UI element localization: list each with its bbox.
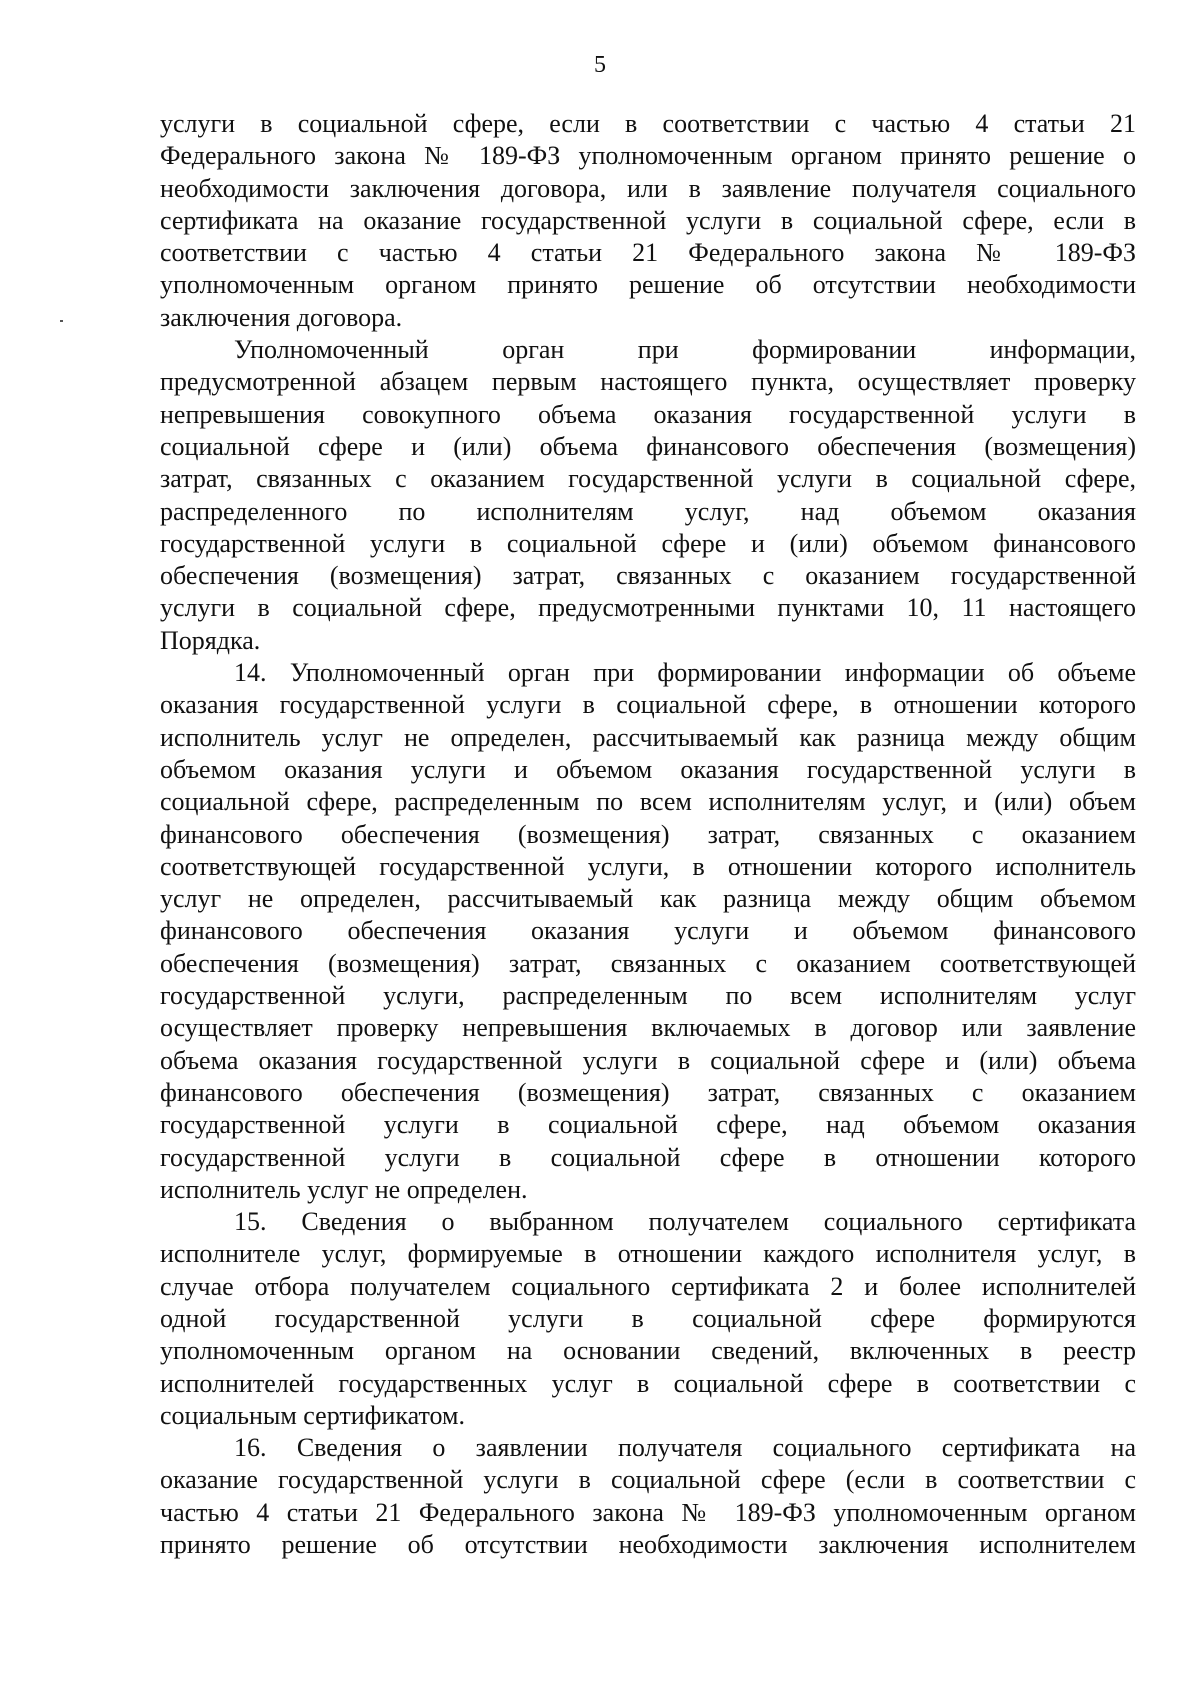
text-line: Федерального закона № 189-ФЗ уполномоченным органом принято решение о <box>160 141 1136 171</box>
text-line: обеспечения (возмещения) затрат, связанных с оказанием соответствующей <box>160 948 1136 978</box>
text-line: услуги в социальной сфере, если в соответствии с частью 4 статьи 21 <box>160 109 1136 138</box>
text-line: государственной услуги в социальной сфере и (или) объемом финансового <box>160 528 1136 558</box>
text-line: предусмотренной абзацем первым настоящего пункта, осуществляет проверку <box>160 367 1136 397</box>
text-line: Порядка. <box>160 625 261 655</box>
text-line: объема оказания государственной услуги в социальной сфере и (или) объема <box>160 1045 1136 1075</box>
text-line: услуг не определен, рассчитываемый как разница между общим объемом <box>160 884 1136 914</box>
text-line: случае отбора получателем социального сертификата 2 и более исполнителей <box>160 1271 1136 1301</box>
text-line: осуществляет проверку непревышения включаемых в договор или заявление <box>160 1013 1136 1043</box>
text-line: финансового обеспечения (возмещения) затрат, связанных с оказанием <box>160 1077 1136 1107</box>
text-line: социальным сертификатом. <box>160 1400 465 1430</box>
text-line: непревышения совокупного объема оказания государственной услуги в <box>160 399 1136 429</box>
text-line: принято решение об отсутствии необходимости заключения исполнителем <box>160 1530 1136 1560</box>
text-line: социальной сфере и (или) объема финансового обеспечения (возмещения) <box>160 431 1136 461</box>
text-line: распределенного по исполнителям услуг, над объемом оказания <box>160 496 1136 526</box>
text-line: обеспечения (возмещения) затрат, связанных с оказанием государственной <box>160 561 1136 591</box>
text-line: 16. Сведения о заявлении получателя социального сертификата на <box>234 1433 1136 1463</box>
text-line: затрат, связанных с оказанием государственной услуги в социальной сфере, <box>160 464 1136 494</box>
text-line: одной государственной услуги в социальной сфере формируются <box>160 1303 1136 1333</box>
text-line: заключения договора. <box>160 302 403 332</box>
text-line: исполнителе услуг, формируемые в отношении каждого исполнителя услуг, в <box>160 1239 1136 1269</box>
text-line: уполномоченным органом на основании сведений, включенных в реестр <box>160 1336 1136 1366</box>
text-line: оказания государственной услуги в социальной сфере, в отношении которого <box>160 690 1136 720</box>
text-line: финансового обеспечения оказания услуги и объемом финансового <box>160 916 1136 946</box>
text-line: объемом оказания услуги и объемом оказания государственной услуги в <box>160 754 1136 784</box>
text-line: государственной услуги в социальной сфере, над объемом оказания <box>160 1110 1136 1140</box>
text-line: необходимости заключения договора, или в заявление получателя социального <box>160 173 1136 203</box>
text-line: сертификата на оказание государственной услуги в социальной сфере, если в <box>160 205 1136 235</box>
text-line: социальной сфере, распределенным по всем исполнителям услуг, и (или) объем <box>160 787 1136 817</box>
text-line: государственной услуги, распределенным по всем исполнителям услуг <box>160 981 1136 1011</box>
text-line: соответствии с частью 4 статьи 21 Федерального закона № 189-ФЗ <box>160 238 1136 268</box>
text-line: исполнитель услуг не определен. <box>160 1174 528 1204</box>
page-number: 5 <box>594 52 606 78</box>
text-line: 15. Сведения о выбранном получателем социального сертификата <box>234 1207 1136 1237</box>
text-line: услуги в социальной сфере, предусмотренными пунктами 10, 11 настоящего <box>160 593 1136 623</box>
text-line: финансового обеспечения (возмещения) затрат, связанных с оказанием <box>160 819 1136 849</box>
text-line: оказание государственной услуги в социальной сфере (если в соответствии с <box>160 1465 1136 1495</box>
text-line: соответствующей государственной услуги, в отношении которого исполнитель <box>160 851 1136 881</box>
text-line: частью 4 статьи 21 Федерального закона № 189-ФЗ уполномоченным органом <box>160 1497 1136 1527</box>
scan-artifact-dot <box>60 320 63 322</box>
text-line: уполномоченным органом принято решение об отсутствии необходимости <box>160 270 1136 300</box>
document-body <box>160 108 1136 1561</box>
text-line: Уполномоченный орган при формировании информации, <box>234 335 1136 365</box>
text-line: государственной услуги в социальной сфере в отношении которого <box>160 1142 1136 1172</box>
text-line: исполнителей государственных услуг в социальной сфере в соответствии с <box>160 1368 1136 1398</box>
text-line: исполнитель услуг не определен, рассчитываемый как разница между общим <box>160 722 1136 752</box>
text-line: 14. Уполномоченный орган при формировании информации об объеме <box>234 658 1136 688</box>
